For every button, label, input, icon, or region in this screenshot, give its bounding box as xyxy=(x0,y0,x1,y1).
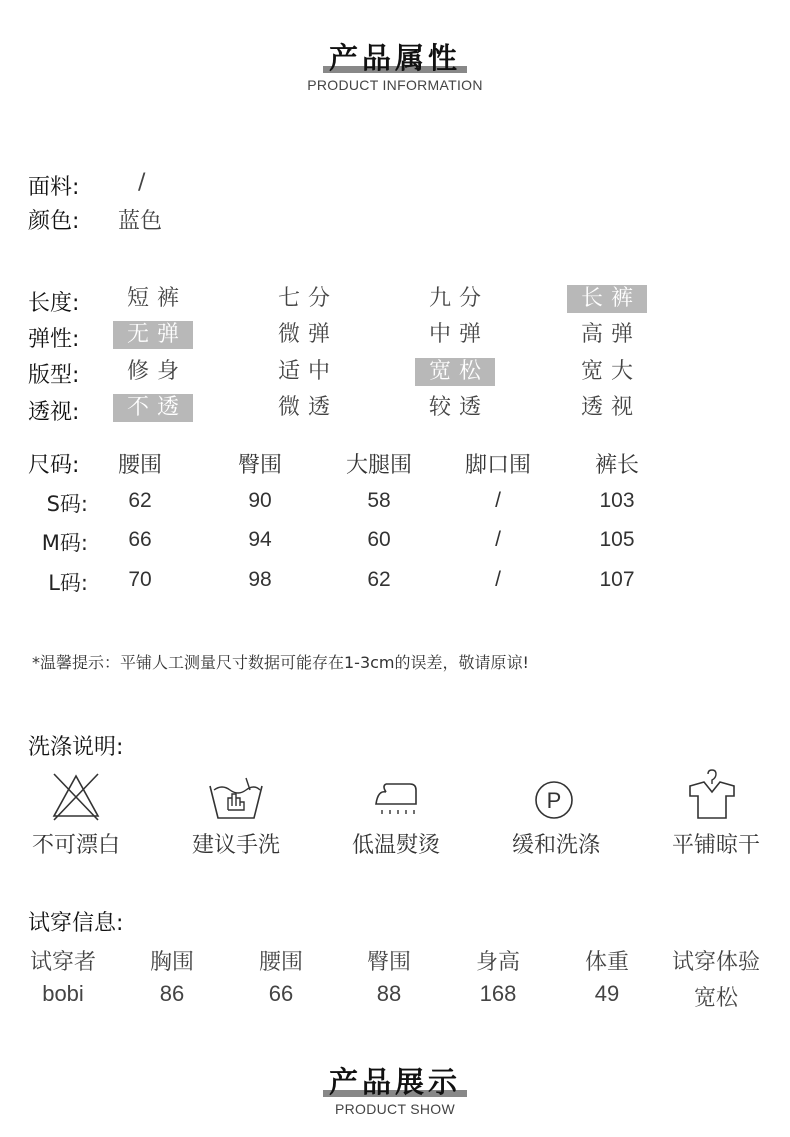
size-cell: 90 xyxy=(248,489,272,512)
size-cell: 62 xyxy=(367,568,391,591)
try-on-header: 胸围 xyxy=(149,950,194,975)
try-on-header: 臀围 xyxy=(366,950,411,975)
attribute-label: 透视: xyxy=(28,400,80,425)
section-header-product-info xyxy=(0,36,790,93)
size-table-header: 腰围 xyxy=(117,453,162,478)
size-table-header: 大腿围 xyxy=(345,453,412,478)
care-label: 建议手洗 xyxy=(191,833,280,858)
size-row-label: S码: xyxy=(46,492,88,516)
try-on-header: 试穿者 xyxy=(29,950,96,975)
attribute-option-selected: 长裤 xyxy=(567,285,647,313)
attribute-option: 九分 xyxy=(428,286,489,311)
section-subtitle: PRODUCT SHOW xyxy=(334,1101,455,1117)
care-title: 洗涤说明: xyxy=(28,735,124,760)
size-cell: 62 xyxy=(128,489,152,512)
try-on-header: 试穿体验 xyxy=(671,950,760,975)
care-label: 平铺晾干 xyxy=(671,833,760,858)
size-row-label: L码: xyxy=(48,571,88,595)
size-cell: 98 xyxy=(248,568,272,591)
try-on-value: bobi xyxy=(42,981,84,1006)
attribute-option: 中弹 xyxy=(428,322,489,347)
color-value: 蓝色 xyxy=(118,209,163,234)
size-cell: / xyxy=(495,489,501,512)
care-label: 低温熨烫 xyxy=(351,833,440,858)
try-on-title: 试穿信息: xyxy=(28,911,124,936)
size-cell: 66 xyxy=(128,528,152,551)
size-cell: 58 xyxy=(367,489,391,512)
try-on-header: 腰围 xyxy=(258,950,303,975)
attribute-option: 透视 xyxy=(580,395,641,420)
attribute-option-selected: 无弹 xyxy=(113,321,193,349)
measurement-note: *温馨提示：平铺人工测量尺寸数据可能存在1-3cm的误差，敬请原谅! xyxy=(32,653,529,672)
size-cell: 70 xyxy=(128,568,152,591)
attribute-label: 弹性: xyxy=(28,327,80,352)
try-on-value: 88 xyxy=(376,981,402,1006)
size-cell: / xyxy=(495,528,501,551)
attribute-option: 适中 xyxy=(277,359,338,384)
attribute-option: 微透 xyxy=(277,395,338,420)
attribute-option: 较透 xyxy=(428,395,489,420)
try-on-value: 86 xyxy=(159,981,185,1006)
gentle-wash-icon xyxy=(524,770,584,830)
attribute-option: 微弹 xyxy=(277,322,338,347)
attribute-label: 版型: xyxy=(28,363,80,388)
care-label: 不可漂白 xyxy=(31,833,120,858)
attribute-option: 宽大 xyxy=(580,359,641,384)
section-header-product-show xyxy=(0,1060,790,1117)
size-cell: / xyxy=(495,568,501,591)
no-bleach-icon xyxy=(46,770,106,830)
gentle-wash-symbol: P xyxy=(546,788,562,813)
size-table-header: 臀围 xyxy=(237,453,282,478)
section-title: 产品展示 xyxy=(325,1060,465,1101)
try-on-header: 身高 xyxy=(475,950,520,975)
size-table-header: 裤长 xyxy=(594,453,639,478)
try-on-header: 体重 xyxy=(584,950,629,975)
attribute-option: 高弹 xyxy=(580,322,641,347)
attribute-option: 七分 xyxy=(277,286,338,311)
try-on-value: 宽松 xyxy=(693,986,738,1011)
size-row-label: M码: xyxy=(41,531,88,555)
try-on-value: 66 xyxy=(268,981,294,1006)
attribute-option: 短裤 xyxy=(126,286,187,311)
size-table-header: 脚口围 xyxy=(464,453,531,478)
size-cell: 107 xyxy=(599,568,635,591)
try-on-value: 168 xyxy=(479,981,517,1006)
size-cell: 60 xyxy=(367,528,391,551)
size-cell: 103 xyxy=(599,489,635,512)
fabric-label: 面料: xyxy=(28,175,80,200)
attribute-label: 长度: xyxy=(28,291,80,316)
care-label: 缓和洗涤 xyxy=(511,833,600,858)
attribute-option: 修身 xyxy=(126,359,187,384)
size-table-label: 尺码: xyxy=(28,453,80,478)
size-cell: 105 xyxy=(599,528,635,551)
low-iron-icon xyxy=(368,770,428,830)
color-label: 颜色: xyxy=(28,209,80,234)
flat-dry-icon xyxy=(684,766,744,826)
attribute-option-selected: 不透 xyxy=(113,394,193,422)
attribute-option-selected: 宽松 xyxy=(415,358,495,386)
section-title: 产品属性 xyxy=(325,36,465,77)
hand-wash-icon xyxy=(206,770,266,830)
fabric-value: / xyxy=(138,170,146,195)
try-on-value: 49 xyxy=(594,981,620,1006)
size-cell: 94 xyxy=(248,528,272,551)
section-subtitle: PRODUCT INFORMATION xyxy=(307,77,483,93)
